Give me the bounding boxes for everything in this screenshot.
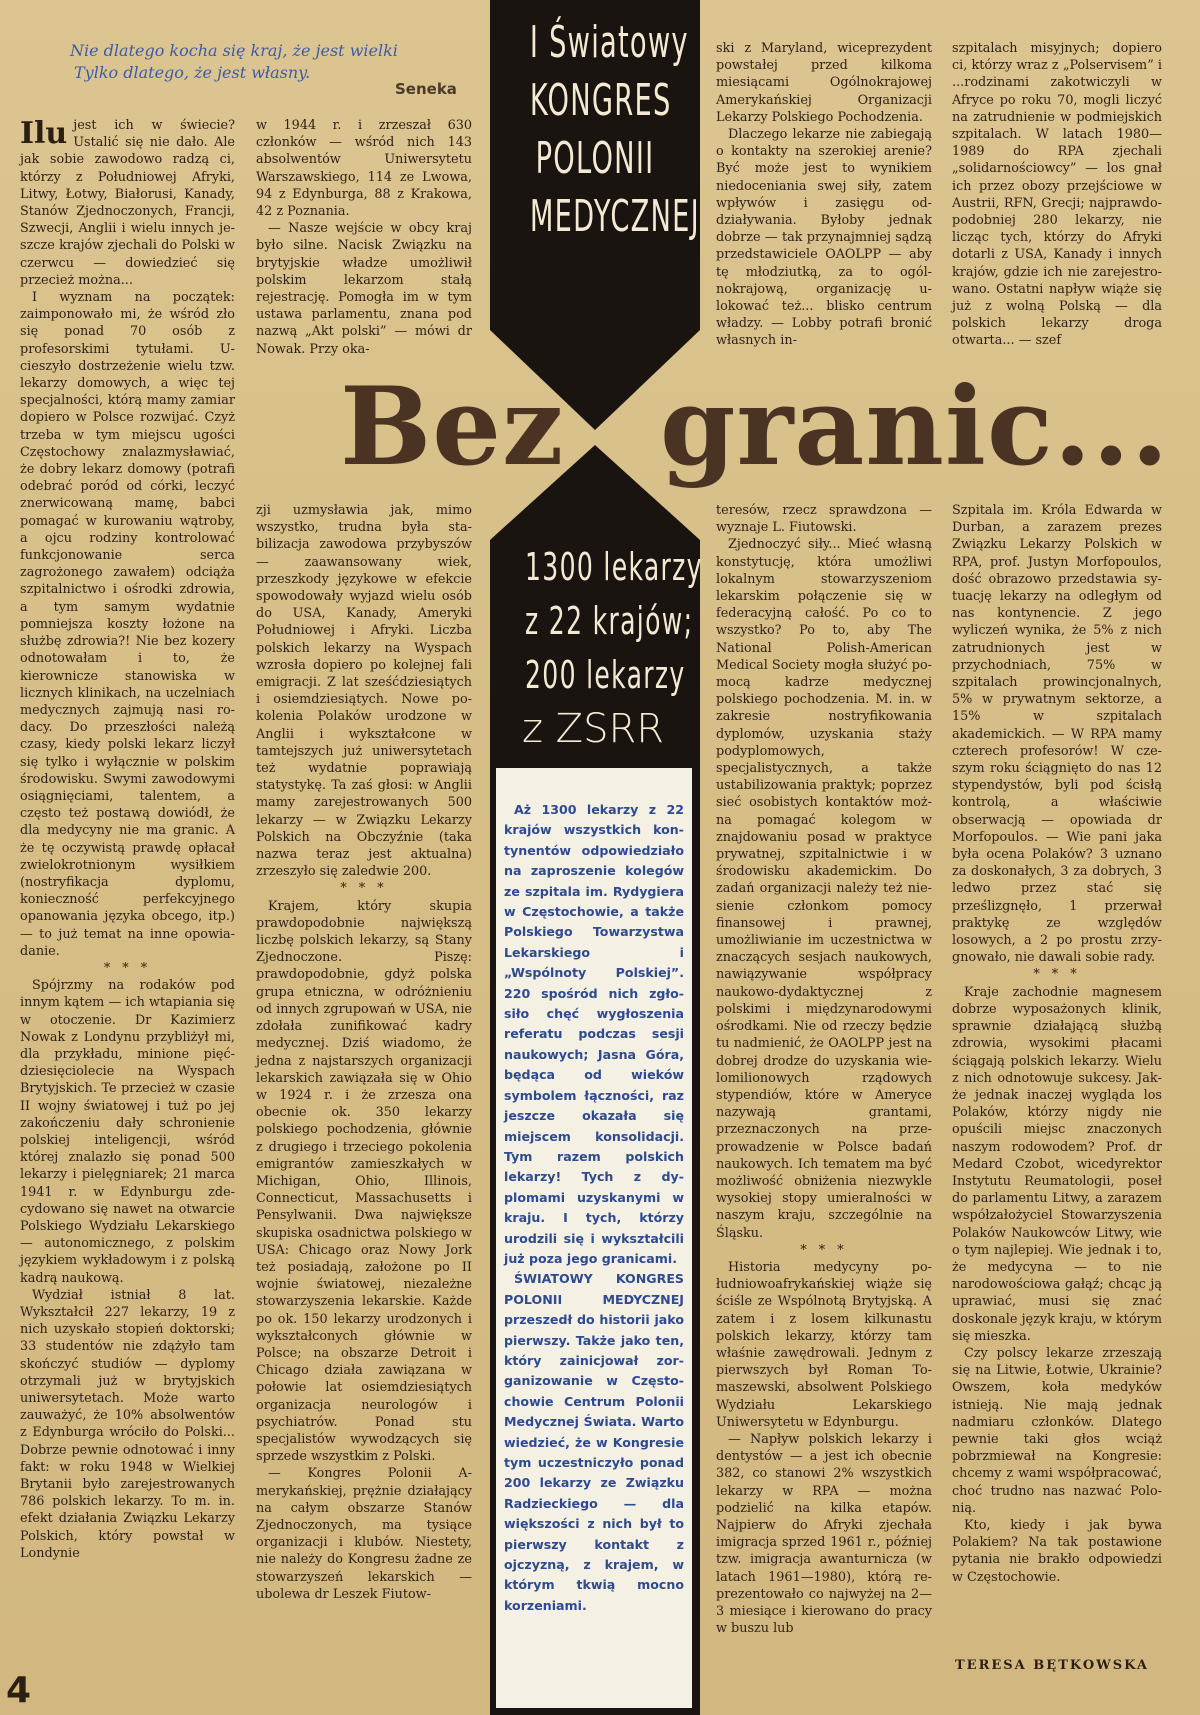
epigraph-author: Seneka (395, 80, 457, 98)
col1-paragraph-1-text: jest ich w świecie? Ustalić się nie dało. Ale jak sobie zawodowo radzą ci, którzy z Południowej Afryki, Litwy, Łotwy, Białorusi, Kanady, Stanów Zjednoczonych, Francji, Szwecji, Anglii i wielu innych jeszcze krajów zjechali do Polski w czerwcu — dowiedzieć się przecież można... (20, 118, 235, 288)
col3a-paragraph-2: Dlaczego lekarze nie zabiegają o kontakty na szerokiej arenie? Być może jest to wynikiem niedoceniania swej siły, zatem wpływów i zasięgu oddziaływania. Byłoby jednak dobrze — tak przynajmniej sądzą przedstawiciele OAOLPP — aby tę młodziutką, za to ogólnokrajową, organizację ulokować też... blisko centrum władzy. — Lobby potrafi bronić własnych in- (716, 127, 932, 349)
col3b-paragraph-3: Historia medycyny południowoafrykańskiej wiąże się ściśle ze Wspólnotą Brytyjską. A zatem i z losem kilkunastu polskich lekarzy, którzy tam właśnie zawędrowali. Jednym z pierwszych był Roman Tomaszewski, absolwent Polskiego Wydziału Lekarskiego Uniwersytetu w Edynburgu. (716, 1259, 932, 1430)
lead-line-1: 1300 lekarzy (525, 545, 703, 589)
epigraph-line-1: Nie dlatego kocha się kraj, że jest wielki (70, 41, 398, 60)
section-separator: * * * (1033, 967, 1081, 983)
col1-paragraph-4: Wydział istniał 8 lat. Wykształcił 227 lekarzy, 19 z nich uzyskało stopień doktorski; 33 studentów nie zdążyło tam skończyć studiów — dyplomy otrzymali już w brytyjskich uniwersytetach. Może warto zauważyć, że 10% absolwentów z Edynburga wróciło do Polski... Dobrze pewnie odnotować i inny fakt: w roku 1948 w Wielkiej Brytanii było zarejestrowanych 786 polskich lekarzy. To m. in. efekt działania Związku Lekarzy Polskich, który powstał w Londynie (20, 1287, 235, 1561)
section-separator: * * * (800, 1242, 848, 1258)
box-paragraph-1: Aż 1300 lekarzy z 22 krajów wszystkich kontynentów odpowiedziało na zaproszenie kolegów ze szpitala im. Rydygiera w Częstochowie, a także Polskiego Towarzystwa Lekarskiego i „Wspólnoty Polskiej”. 220 spośród nich zgłosiło chęć wygłoszenia referatu podczas sesji naukowych; Jasna Góra, będąca od wieków symbolem łączności, raz jeszcze okazała się miejscem konsolidacji. Tym razem polskich lekarzy! Tych z dyplomami uzyskanymi w kraju. I tych, którzy urodzili się i wykształcili już poza jego granicami. (504, 802, 684, 1266)
title-line-3: POLONII (535, 133, 655, 184)
col2b-paragraph-2: Krajem, który skupia prawdopodobnie największą liczbę polskich lekarzy, są Stany Zjednoczone. Piszę: prawdopodobnie, gdyż polska grupa etniczna, w odróżnieniu od innych zgrupowań w USA, nie zdołała zunifikować kadry medycznej. Dziś wiadomo, że jedna z najstarszych organizacji lekarskich zawiązała się w Ohio w 1924 r. i że zrzesza ona obecnie ok. 350 lekarzy polskiego pochodzenia, głównie z drugiego i trzeciego pokolenia emigrantów zamieszkałych w Michigan, Ohio, Illinois, Connecticut, Massachusetts i Pensylwanii. Dwa największe skupiska osadnictwa polskiego w USA: Chicago oraz Nowy Jork też posiadają, założone po II wojnie światowej, niezależne stowarzyszenia lekarskie. Każde po ok. 150 lekarzy urodzonych i wykształconych głównie w Polsce; na obszarze Detroit i Chicago działa zawiązana w połowie lat osiemdziesiątych organizacja neurologów i psychiatrów. Ponad stu specjalistów wywodzących się sprzede wszystkim z Polski. (256, 898, 472, 1465)
column-4-bottom (952, 502, 1162, 1586)
col4a-paragraph-1: szpitalach misyjnych; dopiero ci, którzy wraz z „Polservisem” i ...rodzinami zakotwiczyli w Afryce po roku 70, mogli liczyć na zatrudnienie w podmiejskich szpitalach. W latach 1980—1989 do RPA zjechali „solidarnościowcy” — los gnał ich przez obozy przejściowe w Austrii, RFN, Grecji; najprawdopodobniej 280 lekarzy, nie licząc tych, którzy do Afryki dotarli z USA, Kanady i innych krajów, gdzie ich nie zarejestrowano. Ostatni napływ wiąże się już z wolną Polską — dla polskich lekarzy droga otwarta... — szef (952, 41, 1162, 349)
col1-paragraph-2: I wyznam na początek: zaimponowało mi, że wśród zło się ponad 70 osób z profesorskimi tytułami. Ucieszyło dostrzeżenie wielu tzw. lekarzy domowych, a więc tej specjalności, którą mamy zamiar dopiero w Polsce rozwijać. Czyż trzeba w tym miejscu ugości Częstochowy znalazmysławiać, że dobry lekarz domowy (potrafi odebrać poród od córki, leczyć znerwicowaną mamę, babci pomagać w kurowaniu wątroby, a ojcu rodziny kontrolować funkcjonowanie serca zagrożonego zawałem) odciąża szpitalnictwo i ośrodki zdrowia, a tym samym wydatnie pomniejsza koszty łożone na służbę zdrowia?! Nie bez kozery odnotowałam i to, że kierownicze stanowiska w licznych klinikach, na uczelniach medycznych zajmują nasi rodacy. Do przeszłości należą czasy, kiedy polski lekarz liczył się tylko i wyłącznie w polskim środowisku. Swymi zawodowymi osiągnięciami, talentem, a często też postawą dowiódł, że dla medycyny nie ma granic. A że tę oczywistą prawdę opłacał zwielokrotnionym wysiłkiem (nostryfikacja dyplomu, konieczność perfekcyjnego opanowania języka obcego, itp.) — to już temat na inne opowiadanie. (20, 290, 235, 959)
col4b-paragraph-3: Czy polscy lekarze zrzeszają się na Litwie, Łotwie, Ukrainie? Owszem, koła medyków istnieją. Nie mają jednak nadmiaru członków. Dlatego pewnie taki głos wciąż pobrzmiewał na Kongresie: chcemy z wami współpracować, choć trudno nas nazwać Polonią. (952, 1345, 1162, 1516)
col4b-paragraph-2: Kraje zachodnie magnesem dobrze wyposażonych klinik, sprawnie działającą służbą zdrowia, wysokimi płacami ściągają polskich lekarzy. Wielu z nich odnotowuje sukcesy. Jakże jednak inaczej wygląda los Polaków, którzy nigdy nie opuścili miejsc znaczonych naszym rodowodem? Prof. dr Medard Czobot, wicedyrektor Instytutu Reumatologii, poseł do parlamentu Litwy, a zarazem współzałożyciel Stowarzyszenia Polaków Naukowców Litwy, wie o tym najlepiej. Wie jednak i to, że medycyna — to nie narodowościowa gałąź; chcąc ją uprawiać, musi się znać doskonale język kraju, w którym się mieszka. (952, 984, 1162, 1344)
author-signature: TERESA BĘTKOWSKA (955, 1658, 1149, 1673)
col3b-paragraph-1: teresów, rzecz sprawdzona — wyznaje L. Fiutowski. (716, 503, 932, 536)
column-3-top (716, 40, 932, 350)
column-3-bottom (716, 502, 932, 1637)
title-line-2: KONGRES (529, 75, 672, 126)
headline-left: Bez (340, 364, 565, 490)
sidebar-box-text (504, 800, 684, 1616)
col4b-paragraph-1: Szpitala im. Króla Edwarda w Durban, a zarazem prezes Związku Lekarzy Polskich w RPA, prof. Justyn Morfopoulos, dość obrazowo przedstawia sytuację lekarzy na odległym od nas kontynencie. Z jego wyliczeń wynika, że 5% z nich zatrudnionych jest w przychodniach, 75% w szpitalach prowincjonalnych, 5% w prywatnym sektorze, a 15% w szpitalach akademickich. — W RPA mamy czterech profesorów! W czeszym roku ściągnięto do nas 12 stypendystów, byli pod ścisłą kontrolą, a właściwie obserwacją — opowiada dr Morfopoulos. — Wie pani jaka była ocena Polaków? 3 uznano za doskonałych, 3 za dobrych, 3 ledwo przez stać się prześlizgnęło, 1 przerwał praktykę ze względów losowych, a 2 po prostu zrzygnowało, nie dawali sobie rady. (952, 503, 1162, 966)
headline-right: granic... (660, 364, 1170, 490)
epigraph-line-2: Tylko dlatego, że jest własny. (74, 63, 311, 82)
col1-paragraph-3: Spójrzmy na rodaków pod innym kątem — ich wtapiania się w otoczenie. Dr Kazimierz Nowak z Londynu przybliżył mi, dla przykładu, minione pięćdziesięciolecie na Wyspach Brytyjskich. Te przecież w czasie II wojny światowej i tuż po jej zakończeniu dały schronienie polskiej inteligencji, wśród której znalazło się ponad 500 lekarzy i pielęgniarek; 21 marca 1941 r. w Edynburgu zdecydowano się nawet na otwarcie Polskiego Wydziału Lekarskiego — autonomicznego, z polskim językiem wykładowym i z polską kadrą naukową. (20, 978, 235, 1286)
title-line-1: I Światowy (529, 17, 689, 68)
col2b-paragraph-1: zji uzmysławia jak, mimo wszystko, trudna była stabilizacja zawodowa przybyszów — zaawansowany wiek, przeszkody językowe w efekcie spowodowały wyjazd wielu osób do USA, Kanady, Ameryki Południowej i Afryki. Liczba polskich lekarzy na Wyspach wzrosła dopiero po kolejnej fali emigracji. Z lat sześćdziesiątych i osiemdziesiątych. Nowe pokolenia Polaków urodzone w Anglii i wykształcone w tamtejszych już uniwersytetach też wydatnie poprawiają statystykę. Ta zaś głosi: w Anglii mamy zarejestrowanych 500 lekarzy — w Związku Lekarzy Polskich na Obczyźnie (taka nazwa teraz jest aktualna) zrzeszyło się zaledwie 200. (256, 503, 472, 880)
col3b-paragraph-2: Zjednoczyć siły... Mieć własną konstytucję, która umożliwi lokalnym stowarzyszeniom lekarskim połączenie się w federacyjną całość. Po co to wszystko? Po to, aby The National Polish-American Medical Society mogła służyć pomocą kadrze medycznej polskiego pochodzenia. M. in. w zakresie nostryfikowania dyplomów, uzyskania staży podyplomowych, specjalistycznych, a także ustabilizowania praktyk; poprzez sieć osobistych kontaktów można pomagać kolegom w znajdowaniu posad w praktyce prywatnej, szpitalnictwie i w środowisku akademickim. Do zadań organizacji należy też niesienie członkom pomocy finansowej i prawnej, umożliwianie im uczestnictwa w znaczących sesjach naukowych, nawiązywanie współpracy naukowo-dydaktycznej z polskimi i międzynarodowymi ośrodkami. Nie od rzeczy będzie tu nadmienić, że OAOLPP jest na dobrej drodze do uzyskania wielomilionowych rządowych stypendiów, które w Ameryce nazywają grantami, przeznaczonych na przeprowadzenie w Polsce badań naukowych. Ich tematem ma być możliwość obniżenia niezwykle wysokiej stopy umieralności w naszym kraju, szczególnie na Śląsku. (716, 537, 932, 1241)
col1-paragraph-1 (20, 117, 235, 289)
section-separator: * * * (103, 960, 152, 976)
lead-line-4: z ZSRR (521, 706, 665, 752)
col3b-paragraph-4: — Napływ polskich lekarzy i dentystów — a jest ich obecnie 382, co stanowi 2% wszystkich lekarzy w RPA — można podzielić na kilka etapów. Najpierw do Afryki zjechała imigracja sprzed 1961 r., później tzw. imigracja awanturnicza (w latach 1961—1980), którą reprezentowało co najwyżej na 2—3 miesiące i kierowano do pracy w buszu lub (716, 1431, 932, 1637)
page-number: 4 (6, 1670, 32, 1711)
epigraph (70, 40, 470, 84)
col2a-paragraph-2: — Nasze wejście w obcy kraj było silne. Nacisk Związku na brytyjskie władze umożliwił polskim lekarzom stałą rejestrację. Pomogła im w tym ustawa parlamentu, znana pod nazwą „Akt polski” — mówi dr Nowak. Przy oka- (256, 221, 472, 357)
col2b-paragraph-3: — Kongres Polonii Amerykańskiej, prężnie działający na całym obszarze Stanów Zjednoczonych, ma tysiące organizacji i klubów. Niestety, nie należy do Kongresu żadne ze stowarzyszeń lekarskich — ubolewa dr Leszek Fiutow- (256, 1466, 472, 1602)
lead-line-2: z 22 krajów; (525, 599, 694, 643)
col4b-paragraph-4: Kto, kiedy i jak bywa Polakiem? Na tak postawione pytania nie brakło odpowiedzi w Częstochowie. (952, 1517, 1162, 1585)
column-2-bottom (256, 502, 472, 1603)
congress-title (490, 14, 700, 246)
column-1 (20, 117, 235, 1562)
lead-block (490, 540, 703, 756)
section-separator: * * * (340, 881, 388, 897)
box-paragraph-2: ŚWIATOWY KONGRES POLONII MEDYCZNEJ przeszedł do historii jako pierwszy. Także jako ten, który zainicjował zorganizowanie w Częstochowie Centrum Polonii Medycznej Świata. Warto wiedzieć, że w Kongresie tym uczestniczyło ponad 200 lekarzy ze Związku Radzieckiego — dla większości z nich był to pierwszy kontakt z ojczyzną, z krajem, w którym tkwią mocno korzeniami. (504, 1271, 684, 1613)
title-line-4: MEDYCZNEJ (529, 191, 700, 242)
col3a-paragraph-1: ski z Maryland, wiceprezydent powstałej przed kilkoma miesiącami Ogólnokrajowej Amerykańskiej Organizacji Lekarzy Polskiego Pochodzenia. (716, 41, 932, 125)
dropcap: Ilu (20, 116, 68, 151)
column-4-top (952, 40, 1162, 350)
column-2-top (256, 117, 472, 358)
col2a-paragraph-1: w 1944 r. i zrzeszał 630 członków — wśród nich 143 absolwentów Uniwersytetu Warszawskiego, 114 ze Lwowa, 94 z Edynburga, 88 z Krakowa, 42 z Poznania. (256, 118, 472, 220)
lead-line-3: 200 lekarzy (525, 653, 686, 697)
